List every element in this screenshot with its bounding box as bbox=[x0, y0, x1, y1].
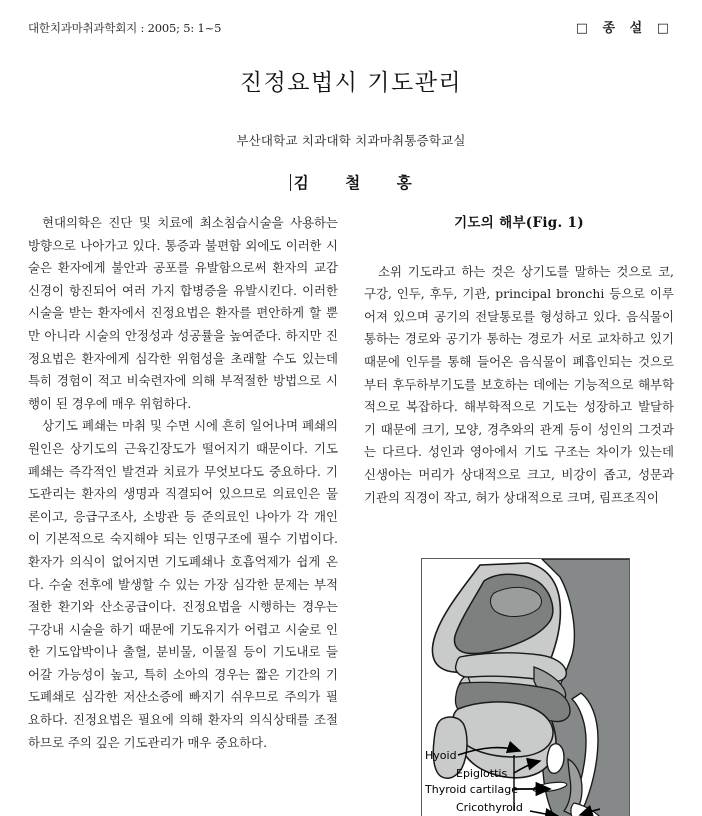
author-rule-mark bbox=[290, 174, 291, 191]
figure-label-thyroid-cartilage: Thyroid cartilage bbox=[425, 783, 518, 796]
author-affiliation: 부산대학교 치과대학 치과마취통증학교실 bbox=[236, 132, 466, 148]
epiglottis-structure bbox=[547, 744, 564, 774]
body-paragraph: 현대의학은 진단 및 치료에 최소침습시술을 사용하는 방향으로 나아가고 있다. 통증과 불편함 외에도 이러한 시술은 환자에게 불안과 공포를 유발함으로써 환자의 교감신경이 항진되어 여러 가지 합병증을 유발시킨다. 이러한 시술을 받는 환자에서 진정요법은 환자를 편안하게 할 뿐만 아니라 시술의 안정성과 성공률을 높여준다. 하지만 진정요법은 환자에게 심각한 위험성을 초래할 수도 있는데 특히 경험이 적고 비숙련자에 의해 부적절한 방법으로 시행이 된 경우에 매우 위험하다. bbox=[28, 215, 338, 411]
running-head bbox=[28, 17, 674, 37]
journal-citation: 대한치과마취과학회지 : 2005; 5: 1~5 bbox=[28, 21, 222, 35]
page-title: 진정요법시 기도관리 bbox=[239, 70, 463, 96]
right-text-column bbox=[364, 212, 674, 509]
author-list bbox=[290, 171, 412, 193]
body-paragraph: 소위 기도라고 하는 것은 상기도를 말하는 것으로 코, 구강, 인두, 후두, 기관, principal bronchi 등으로 이루어져 있으며 공기의 전달통로를 형성하고 있다. 음식물이 통하는 경로와 공기가 통하는 경로가 서로 교차하고 있기 때문에 인두를 통해 들어온 음식물이 폐흡인되는 것으로부터 후두하부기도를 보호하는 데에는 기능적으로 해부학적으로 복잡하다. 해부학적으로 기도는 성장하고 발달하기 때문에 크기, 모양, 경추와의 관계 등이 성인의 그것과는 다르다. 성인과 영아에서 기도 구조는 차이가 있는데 신생아는 머리가 상대적으로 크고, 비강이 좁고, 성문과 기관의 직경이 작고, 혀가 상대적으로 크며, 림프조직이 bbox=[364, 263, 674, 505]
section-heading: 기도의 해부(Fig. 1) bbox=[454, 215, 584, 231]
figure-airway-anatomy bbox=[421, 558, 630, 816]
article-type-badge: □ 종 설 □ bbox=[575, 21, 674, 36]
title-block bbox=[0, 70, 702, 193]
nasal-turbinate bbox=[491, 587, 542, 616]
body-paragraph: 상기도 폐쇄는 마취 및 수면 시에 흔히 일어나며 폐쇄의 원인은 상기도의 근육긴장도가 떨어지기 때문이다. 기도폐쇄는 즉각적인 발견과 치료가 무엇보다도 중요하다. 기도관리는 환자의 생명과 직결되어 있으므로 의료인은 물론이고, 응급구조사, 소방관 등 준의료인 나아가 각 개인이 기본적으로 숙지해야 되는 인명구조에 필수 기법이다. 환자가 의식이 없어지면 기도폐쇄나 호흡억제가 쉽게 온다. 수술 전후에 발생할 수 있는 가장 심각한 문제는 부적절한 환기와 산소공급이다. 진정요법을 시행하는 경우는 구강내 시술을 하기 때문에 기도유지가 어렵고 시술로 인한 기도압박이나 출혈, 분비물, 이물질 등이 기도내로 들어갈 가능성이 높고, 특히 소아의 경우는 짧은 기간의 기도폐쇄로 심각한 저산소증에 빠지기 쉬우므로 주의가 필요하다. 진정요법은 필요에 의해 환자의 의식상태를 조절하므로 주의 깊은 기도관리가 매우 중요하다. bbox=[28, 418, 338, 750]
figure-label-cricothyroid: Cricothyroid bbox=[456, 801, 523, 814]
sagittal-head-diagram bbox=[422, 559, 630, 816]
left-text-column bbox=[28, 212, 338, 754]
author-name: 철 bbox=[345, 172, 361, 192]
figure-label-hyoid: Hyoid bbox=[425, 749, 457, 762]
figure-label-epiglottis: Epiglottis bbox=[456, 767, 508, 780]
author-name: 홍 bbox=[396, 172, 413, 192]
author-name: 김 bbox=[293, 172, 310, 192]
